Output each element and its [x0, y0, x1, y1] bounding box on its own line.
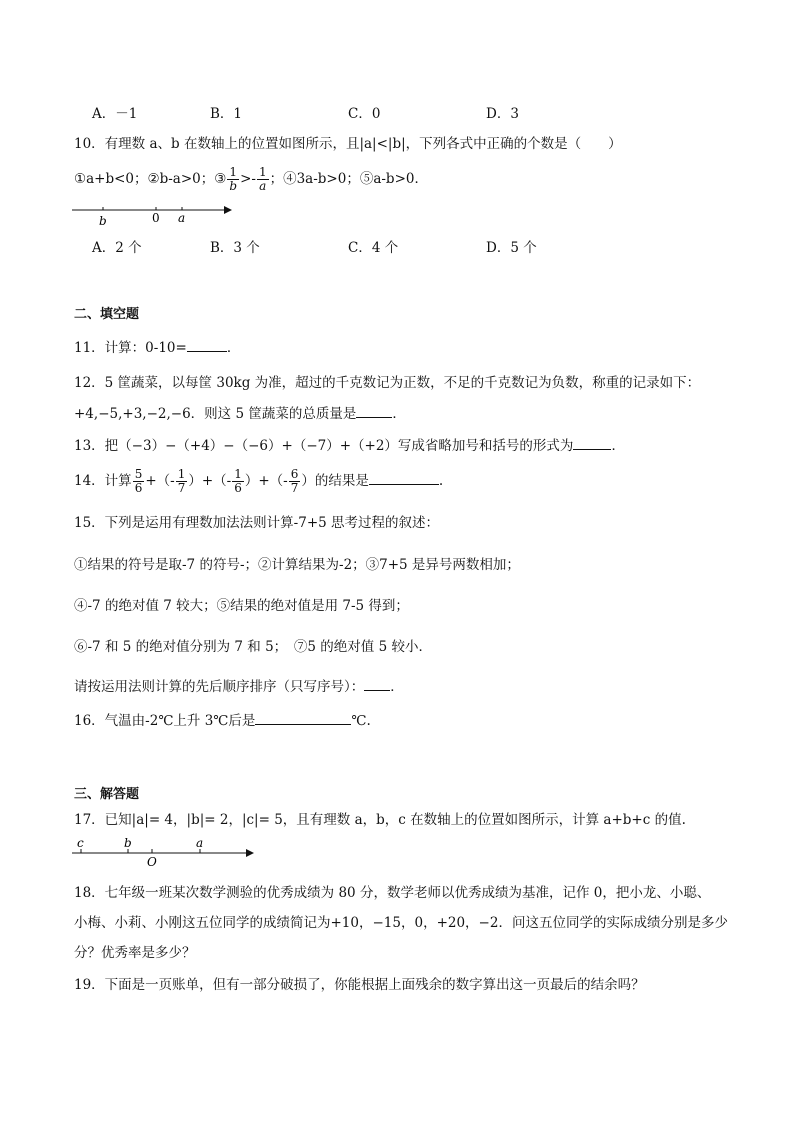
q10-number-line — [70, 200, 240, 230]
q11-answer-blank[interactable] — [187, 337, 227, 352]
q10-statements-part2: ；④3a-b>0；⑤a-b>0． — [269, 171, 428, 187]
q15-line1: ①结果的符号是取-7 的符号-；②计算结果为-2；③7+5 是异号两数相加； — [74, 557, 520, 573]
q14-part2: ）+（- — [188, 473, 232, 489]
q12-line2 — [74, 403, 406, 424]
q11-end: ． — [226, 340, 241, 356]
q14-fraction-1-6: $\frac{1}{6}$ — [234, 467, 242, 495]
q14-fraction-5-6: $\frac{5}{6}$ — [134, 467, 143, 495]
section-2-title: 二、填空题 — [74, 307, 140, 322]
q13-answer-blank[interactable] — [573, 435, 611, 450]
q10-label-a: a — [178, 211, 186, 225]
q9-option-b[interactable]: B．1 — [210, 106, 243, 122]
q10-statements-part1: ①a+b<0；②b-a>0；③ — [74, 171, 227, 187]
q15-stem: 15．下列是运用有理数加法法则计算-7+5 思考过程的叙述： — [74, 515, 440, 531]
q14-part3: ）+（- — [244, 473, 288, 489]
q17-label-a: a — [196, 836, 204, 850]
q18-line1: 18．七年级一班某次数学测验的优秀成绩为 80 分，数学老师以优秀成绩为基准，记作 0，把小龙、小聪、 — [74, 885, 711, 901]
q14 — [74, 466, 443, 496]
q11 — [74, 337, 240, 358]
q14-fraction-6-7: $\frac{6}{7}$ — [290, 467, 299, 495]
q14-part4: ）的结果是 — [301, 473, 369, 489]
q10-label-zero: 0 — [152, 211, 160, 225]
q14-end: . — [438, 473, 444, 489]
q15-answer-blank[interactable] — [364, 676, 390, 691]
q10-label-b: b — [99, 214, 107, 228]
q18-line3: 分？优秀率是多少？ — [74, 945, 196, 961]
q12-end: ． — [392, 406, 406, 422]
q9-option-c[interactable]: C．0 — [348, 106, 381, 122]
q10-stem: 10．有理数 a、b 在数轴上的位置如图所示，且|a|<|b|，下列各式中正确的个数是（ ） — [74, 136, 622, 152]
q11-text: 11．计算：0-10= — [74, 340, 187, 356]
q15-line2: ④-7 的绝对值 7 较大；⑤结果的绝对值是用 7-5 得到； — [74, 598, 409, 614]
q10-statements — [74, 166, 428, 193]
q17-label-c: c — [77, 836, 84, 850]
q10-fraction-1-over-a: $\frac{1}{a}$ — [258, 165, 267, 193]
q15-end: ． — [390, 679, 404, 695]
q19-text: 19．下面是一页账单，但有一部分破损了，你能根据上面残余的数字算出这一页最后的结余吗？ — [74, 977, 645, 993]
q10-fraction-1-over-b: $\frac{1}{b}$ — [229, 165, 238, 193]
q10-option-c[interactable]: C．4 个 — [348, 240, 399, 256]
q16-end: ℃. — [351, 713, 371, 729]
q16-answer-blank[interactable] — [255, 710, 351, 725]
q13 — [74, 435, 625, 456]
section-3-title: 三、解答题 — [74, 787, 140, 802]
q9-option-a[interactable]: A．－1 — [92, 106, 138, 122]
q18-line2: 小梅、小莉、小刚这五位同学的成绩简记为+10，−15，0，+20，−2．问这五位同学的实际成绩分别是多少 — [74, 915, 728, 931]
q14-answer-blank[interactable] — [369, 470, 439, 485]
q14-part1: +（- — [145, 473, 175, 489]
q16 — [74, 710, 371, 731]
q15-text: 请按运用法则计算的先后顺序排序（只写序号）： — [74, 679, 365, 695]
q13-text: 13．把（−3）−（+4）−（−6）+（−7）+（+2）写成省略加号和括号的形式为 — [74, 438, 574, 454]
q10-option-b[interactable]: B．3 个 — [210, 240, 260, 256]
q14-fraction-1-7: $\frac{1}{7}$ — [177, 467, 186, 495]
q17-label-b: b — [124, 836, 132, 850]
q10-option-a[interactable]: A．2 个 — [92, 240, 142, 256]
q17-number-line — [70, 833, 260, 867]
q15-line4 — [74, 676, 404, 697]
q10-option-d[interactable]: D．5 个 — [486, 240, 537, 256]
q10-axis-arrow — [224, 206, 232, 214]
q17-axis-arrow — [246, 849, 254, 857]
q10-greater-than: >- — [240, 171, 256, 187]
q12-answer-blank[interactable] — [356, 403, 392, 418]
q15-line3: ⑥-7 和 5 的绝对值分别为 7 和 5； ⑦5 的绝对值 5 较小． — [74, 639, 432, 655]
q12-line1: 12．5 筐蔬菜，以每筐 30kg 为准，超过的千克数记为正数，不足的千克数记为负数，称重的记录如下： — [74, 375, 701, 391]
q17-label-origin: O — [147, 855, 157, 867]
q12-text: +4,−5,+3,−2,−6．则这 5 筐蔬菜的总质量是 — [74, 406, 357, 422]
q13-end: ． — [611, 438, 625, 454]
q16-text: 16．气温由-2℃上升 3℃后是 — [74, 713, 256, 729]
q14-prefix: 14．计算 — [74, 473, 132, 489]
q17-text: 17．已知|a|= 4，|b|= 2，|c|= 5，且有理数 a，b，c 在数轴上的位置如图所示，计算 a+b+c 的值. — [74, 812, 686, 828]
q9-option-d[interactable]: D．3 — [486, 106, 519, 122]
